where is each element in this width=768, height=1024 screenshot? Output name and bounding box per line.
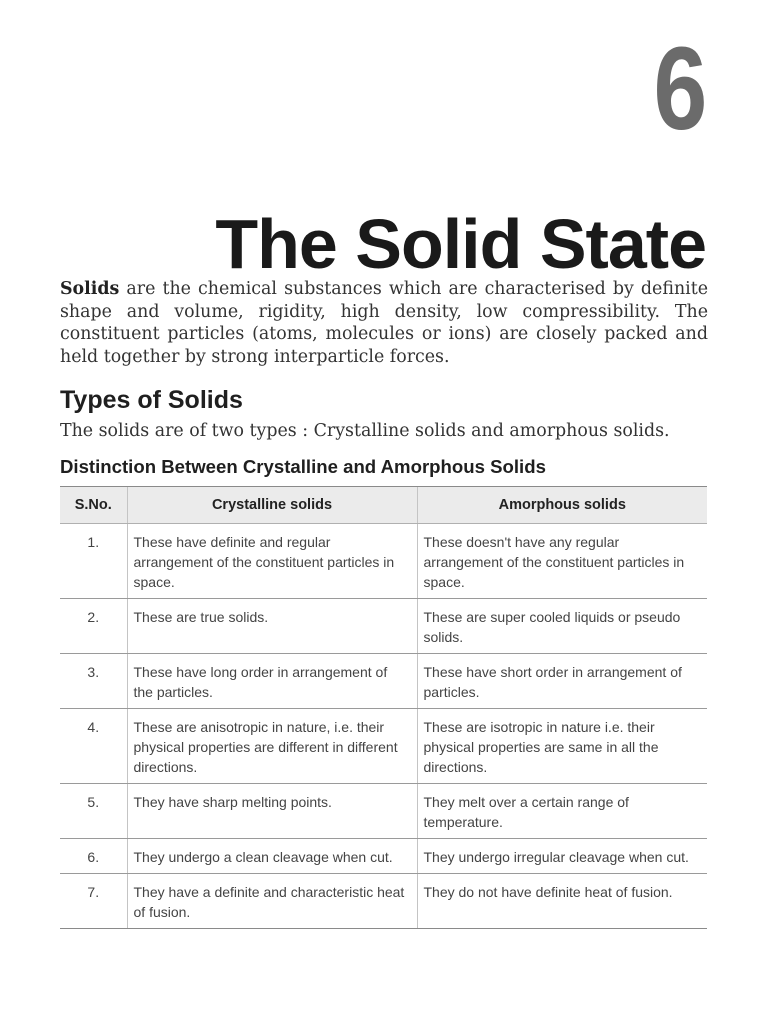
section-heading-types: Types of Solids: [60, 386, 243, 414]
cell-sno: 6.: [60, 839, 127, 874]
cell-amorphous: They melt over a certain range of temperature.: [417, 784, 707, 839]
cell-amorphous: They undergo irregular cleavage when cut.: [417, 839, 707, 874]
cell-sno: 4.: [60, 709, 127, 784]
cell-amorphous: These are isotropic in nature i.e. their physical properties are same in all the directions.: [417, 709, 707, 784]
cell-crystalline: They have a definite and characteristic heat of fusion.: [127, 874, 417, 929]
chapter-number: 6: [653, 23, 706, 155]
column-header-amorphous: Amorphous solids: [417, 487, 707, 524]
cell-crystalline: They undergo a clean cleavage when cut.: [127, 839, 417, 874]
table-heading: Distinction Between Crystalline and Amorphous Solids: [60, 456, 546, 477]
intro-paragraph: [60, 278, 708, 368]
cell-crystalline: These are anisotropic in nature, i.e. their physical properties are different in different directions.: [127, 709, 417, 784]
cell-crystalline: These have definite and regular arrangement of the constituent particles in space.: [127, 524, 417, 599]
chapter-title: The Solid State: [215, 204, 706, 283]
cell-sno: 3.: [60, 654, 127, 709]
table-row: [60, 839, 707, 874]
cell-sno: 2.: [60, 599, 127, 654]
section-text-types: The solids are of two types : Crystalline solids and amorphous solids.: [60, 421, 670, 441]
cell-amorphous: These are super cooled liquids or pseudo solids.: [417, 599, 707, 654]
cell-amorphous: They do not have definite heat of fusion.: [417, 874, 707, 929]
table-row: [60, 599, 707, 654]
table-row: [60, 874, 707, 929]
cell-crystalline: They have sharp melting points.: [127, 784, 417, 839]
intro-text: are the chemical substances which are characterised by definite shape and volume, rigidity, high density, low compressibility. The constituent particles (atoms, molecules or ions) are closely packed and held together by strong interparticle forces.: [60, 279, 708, 367]
cell-sno: 5.: [60, 784, 127, 839]
distinction-table: [60, 486, 707, 929]
intro-term: Solids: [60, 279, 120, 299]
table-row: [60, 709, 707, 784]
column-header-sno: S.No.: [60, 487, 127, 524]
column-header-crystalline: Crystalline solids: [127, 487, 417, 524]
cell-crystalline: These have long order in arrangement of the particles.: [127, 654, 417, 709]
cell-sno: 1.: [60, 524, 127, 599]
cell-crystalline: These are true solids.: [127, 599, 417, 654]
cell-sno: 7.: [60, 874, 127, 929]
table-row: [60, 784, 707, 839]
table-row: [60, 524, 707, 599]
table-row: [60, 654, 707, 709]
cell-amorphous: These have short order in arrangement of particles.: [417, 654, 707, 709]
cell-amorphous: These doesn't have any regular arrangement of the constituent particles in space.: [417, 524, 707, 599]
table-header-row: [60, 487, 707, 524]
